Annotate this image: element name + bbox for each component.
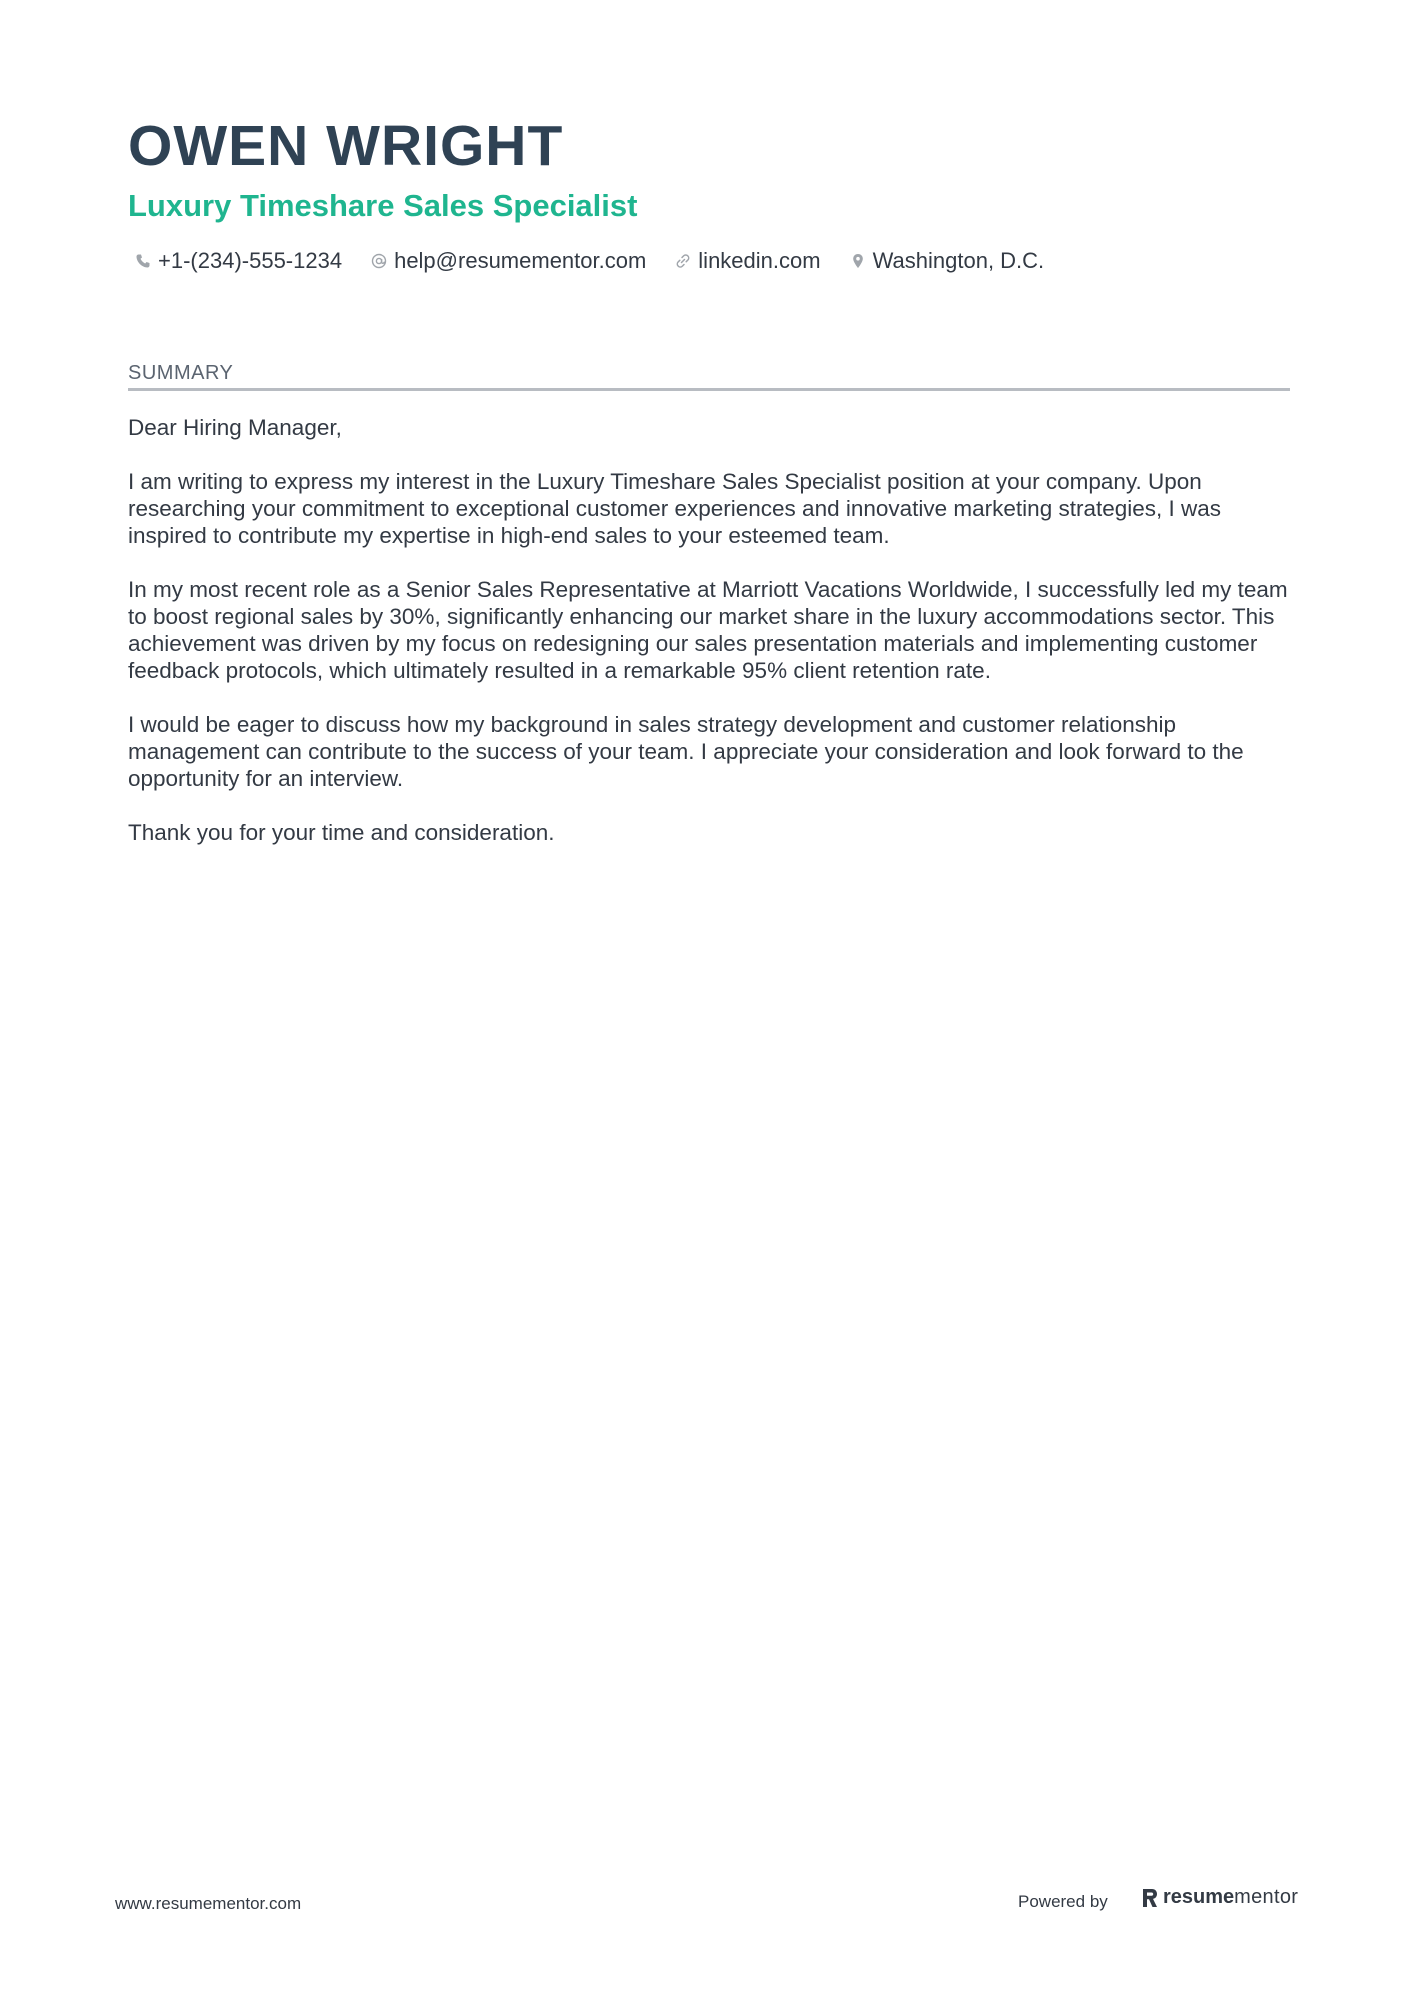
letter-greeting: Dear Hiring Manager,	[128, 415, 342, 440]
contact-email	[370, 246, 646, 276]
contact-location	[849, 246, 1045, 276]
candidate-name: OWEN WRIGHT	[128, 114, 564, 178]
link-text: linkedin.com	[698, 248, 821, 273]
contact-phone	[134, 246, 342, 276]
email-text: help@resumementor.com	[394, 248, 647, 273]
resumementor-logo-icon	[1141, 1887, 1159, 1909]
brand-text-regular: mentor	[1234, 1886, 1299, 1908]
resumementor-logo[interactable]	[1141, 1886, 1298, 1909]
at-icon	[370, 252, 388, 270]
letter-paragraph: I would be eager to discuss how my background in sales strategy development and customer relationship management can contribute to the success of your team. I appreciate your consideration and look forward to the opportunity for an interview.	[128, 712, 1244, 791]
location-pin-icon	[849, 252, 867, 270]
letter-paragraph: In my most recent role as a Senior Sales Representative at Marriott Vacations Worldwide, I successfully led my team to boost regional sales by 30%, significantly enhancing our market share in the luxury accommodations sector. This achievement was driven by my focus on redesigning our sales presentation materials and implementing customer feedback protocols, which ultimately resulted in a remarkable 95% client retention rate.	[128, 577, 1288, 683]
footer-website-link[interactable]: www.resumementor.com	[115, 1894, 302, 1913]
job-title: Luxury Timeshare Sales Specialist	[128, 188, 638, 223]
location-text: Washington, D.C.	[872, 248, 1045, 273]
link-icon	[674, 252, 692, 270]
section-heading-summary: SUMMARY	[128, 360, 1290, 391]
contact-bar	[134, 246, 1072, 276]
brand-text-bold: resume	[1163, 1886, 1235, 1908]
phone-text: +1-(234)-555-1234	[158, 248, 343, 273]
letter-paragraph: I am writing to express my interest in the Luxury Timeshare Sales Specialist position at your company. Upon researching your commitment to exceptional customer experiences and innovative marketing strategies, I was inspired to contribute my expertise in high-end sales to your esteemed team.	[128, 469, 1222, 548]
phone-icon	[134, 252, 152, 270]
contact-link	[674, 246, 820, 276]
powered-by-label: Powered by	[1018, 1892, 1108, 1911]
cover-letter-body	[128, 414, 1290, 873]
letter-closing: Thank you for your time and consideration.	[128, 820, 555, 845]
